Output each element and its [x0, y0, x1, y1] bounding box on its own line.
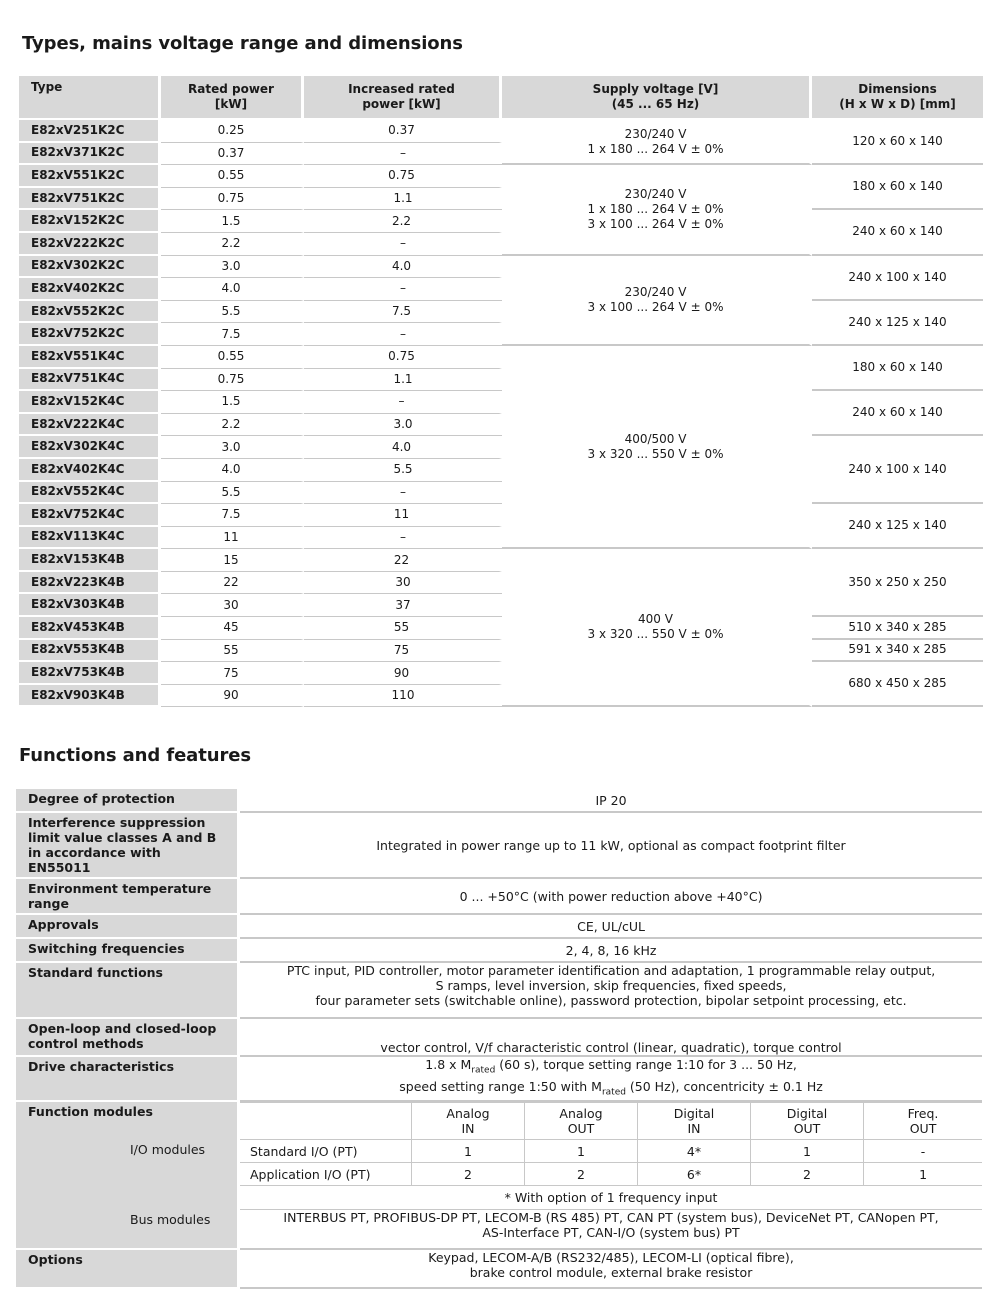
dimensions-cell: 120 x 60 x 140 — [812, 120, 983, 165]
drive-line2-sub: rated — [601, 1087, 626, 1097]
type-row — [19, 120, 983, 143]
features-table — [16, 789, 982, 1289]
io-row-standard — [16, 1140, 982, 1163]
control-methods-row — [16, 1019, 982, 1057]
io-col-digital-in: Digital IN — [637, 1102, 750, 1140]
drive-line1-pre: 1.8 x M — [425, 1057, 472, 1072]
environment-row — [16, 879, 982, 915]
header-increased-power: Increased rated power [kW] — [304, 76, 502, 120]
rated-power-cell: 90 — [161, 685, 304, 708]
types-table — [19, 76, 983, 707]
type-row — [19, 662, 983, 685]
type-cell: E82xV251K2C — [19, 120, 161, 143]
control-methods-value: vector control, V/f characteristic control (linear, quadratic), torque control — [240, 1019, 982, 1057]
switching-row — [16, 939, 982, 963]
type-cell: E82xV302K2C — [19, 256, 161, 279]
supply-voltage-cell: 400/500 V 3 x 320 ... 550 V ± 0% — [502, 346, 812, 549]
io-corner-cell — [240, 1102, 411, 1140]
dimensions-cell: 510 x 340 x 285 — [812, 617, 983, 640]
increased-power-cell: 90 — [304, 662, 502, 685]
features-section-title: Functions and features — [19, 745, 251, 766]
increased-power-cell: – — [304, 323, 502, 346]
rated-power-cell: 3.0 — [161, 436, 304, 459]
increased-power-cell: – — [304, 233, 502, 256]
increased-power-cell: 5.5 — [304, 459, 502, 482]
io-row-name: Standard I/O (PT) — [240, 1140, 411, 1163]
drive-line1-post: (60 s), torque setting range 1:10 for 3 ... 50 Hz, — [495, 1057, 797, 1072]
type-cell: E82xV752K2C — [19, 323, 161, 346]
type-cell: E82xV751K2C — [19, 188, 161, 211]
increased-power-cell: 7.5 — [304, 301, 502, 324]
rated-power-cell: 4.0 — [161, 459, 304, 482]
io-cell: 2 — [524, 1163, 637, 1186]
fm-spacer — [16, 1140, 128, 1163]
type-row — [19, 346, 983, 369]
drive-line1-sub: rated — [471, 1065, 496, 1076]
increased-power-cell: 1.1 — [304, 188, 502, 211]
switching-label: Switching frequencies — [16, 939, 240, 963]
increased-power-cell: 75 — [304, 640, 502, 663]
rated-power-cell: 0.75 — [161, 188, 304, 211]
approvals-label: Approvals — [16, 915, 240, 939]
type-cell: E82xV551K4C — [19, 346, 161, 369]
rated-power-cell: 3.0 — [161, 256, 304, 279]
header-dimensions: Dimensions (H x W x D) [mm] — [812, 76, 983, 120]
drive-line2-post: (50 Hz), concentricity ± 0.1 Hz — [625, 1078, 823, 1094]
io-footnote-row — [16, 1186, 982, 1210]
dimensions-cell: 180 x 60 x 140 — [812, 346, 983, 391]
options-row — [16, 1250, 982, 1289]
supply-voltage-cell: 230/240 V 1 x 180 ... 264 V ± 0% — [502, 120, 812, 165]
type-row — [19, 210, 983, 233]
increased-power-cell: 30 — [304, 572, 502, 595]
rated-power-cell: 7.5 — [161, 504, 304, 527]
protection-value: IP 20 — [240, 789, 982, 813]
rated-power-cell: 75 — [161, 662, 304, 685]
increased-power-cell: – — [304, 391, 502, 414]
bus-modules-row — [16, 1210, 982, 1250]
increased-power-cell: 4.0 — [304, 256, 502, 279]
io-col-analog-out: Analog OUT — [524, 1102, 637, 1140]
io-cell: 1 — [750, 1140, 863, 1163]
type-cell: E82xV371K2C — [19, 143, 161, 166]
rated-power-cell: 1.5 — [161, 391, 304, 414]
increased-power-cell: 2.2 — [304, 210, 502, 233]
type-cell: E82xV223K4B — [19, 572, 161, 595]
increased-power-cell: – — [304, 527, 502, 550]
increased-power-cell: 110 — [304, 685, 502, 708]
increased-power-cell: 55 — [304, 617, 502, 640]
types-section-title: Types, mains voltage range and dimensions — [22, 33, 463, 54]
drive-value — [240, 1057, 982, 1102]
drive-row — [16, 1057, 982, 1102]
rated-power-cell: 30 — [161, 594, 304, 617]
increased-power-cell: 22 — [304, 549, 502, 572]
protection-label: Degree of protection — [16, 789, 240, 813]
dimensions-cell: 240 x 60 x 140 — [812, 210, 983, 255]
fm-spacer — [16, 1210, 128, 1250]
type-row — [19, 165, 983, 188]
rated-power-cell: 5.5 — [161, 482, 304, 505]
interference-label: Interference suppression limit value classes A and B in accordance with EN55011 — [16, 813, 240, 879]
type-row — [19, 504, 983, 527]
rated-power-cell: 0.55 — [161, 165, 304, 188]
increased-power-cell: – — [304, 143, 502, 166]
options-value: Keypad, LECOM-A/B (RS232/485), LECOM-LI (optical fibre), brake control module, external brake resistor — [240, 1250, 982, 1289]
increased-power-cell: 37 — [304, 594, 502, 617]
supply-voltage-cell: 400 V 3 x 320 ... 550 V ± 0% — [502, 549, 812, 707]
header-rated-power: Rated power [kW] — [161, 76, 304, 120]
approvals-row — [16, 915, 982, 939]
header-type: Type — [19, 76, 161, 120]
io-row-name: Application I/O (PT) — [240, 1163, 411, 1186]
standard-functions-row — [16, 963, 982, 1019]
increased-power-cell: 0.75 — [304, 346, 502, 369]
dimensions-cell: 180 x 60 x 140 — [812, 165, 983, 210]
rated-power-cell: 15 — [161, 549, 304, 572]
type-row — [19, 256, 983, 279]
type-cell: E82xV752K4C — [19, 504, 161, 527]
type-cell: E82xV303K4B — [19, 594, 161, 617]
io-cell: 1 — [863, 1163, 982, 1186]
supply-voltage-cell: 230/240 V 3 x 100 ... 264 V ± 0% — [502, 256, 812, 346]
type-cell: E82xV552K4C — [19, 482, 161, 505]
io-cell: 2 — [750, 1163, 863, 1186]
increased-power-cell: 3.0 — [304, 414, 502, 437]
increased-power-cell: – — [304, 278, 502, 301]
dimensions-cell: 240 x 100 x 140 — [812, 256, 983, 301]
type-cell: E82xV153K4B — [19, 549, 161, 572]
drive-label: Drive characteristics — [16, 1057, 240, 1102]
dimensions-cell: 350 x 250 x 250 — [812, 549, 983, 617]
type-cell: E82xV402K2C — [19, 278, 161, 301]
type-cell: E82xV453K4B — [19, 617, 161, 640]
dimensions-cell: 591 x 340 x 285 — [812, 640, 983, 663]
type-cell: E82xV553K4B — [19, 640, 161, 663]
type-cell: E82xV152K4C — [19, 391, 161, 414]
rated-power-cell: 45 — [161, 617, 304, 640]
bus-modules-value: INTERBUS PT, PROFIBUS-DP PT, LECOM-B (RS 485) PT, CAN PT (system bus), DeviceNet PT, CANopen PT, AS-Interface PT, CAN-I/O (system bus) PT — [240, 1210, 982, 1250]
dimensions-cell: 240 x 60 x 140 — [812, 391, 983, 436]
rated-power-cell: 0.25 — [161, 120, 304, 143]
rated-power-cell: 22 — [161, 572, 304, 595]
io-col-analog-in: Analog IN — [411, 1102, 524, 1140]
function-modules-header-row — [16, 1102, 982, 1140]
rated-power-cell: 11 — [161, 527, 304, 550]
dimensions-cell: 240 x 125 x 140 — [812, 504, 983, 549]
fm-spacer — [128, 1163, 240, 1186]
rated-power-cell: 7.5 — [161, 323, 304, 346]
rated-power-cell: 1.5 — [161, 210, 304, 233]
fm-spacer — [16, 1186, 128, 1210]
type-row — [19, 391, 983, 414]
increased-power-cell: – — [304, 482, 502, 505]
dimensions-cell: 680 x 450 x 285 — [812, 662, 983, 707]
type-row — [19, 640, 983, 663]
rated-power-cell: 0.55 — [161, 346, 304, 369]
interference-row — [16, 813, 982, 879]
supply-voltage-cell: 230/240 V 1 x 180 ... 264 V ± 0% 3 x 100 ... 264 V ± 0% — [502, 165, 812, 255]
type-row — [19, 301, 983, 324]
io-cell: 1 — [524, 1140, 637, 1163]
rated-power-cell: 4.0 — [161, 278, 304, 301]
type-cell: E82xV751K4C — [19, 369, 161, 392]
io-cell: 2 — [411, 1163, 524, 1186]
type-cell: E82xV302K4C — [19, 436, 161, 459]
types-table-body — [19, 120, 983, 707]
rated-power-cell: 55 — [161, 640, 304, 663]
type-cell: E82xV222K2C — [19, 233, 161, 256]
io-cell: - — [863, 1140, 982, 1163]
type-row — [19, 436, 983, 459]
dimensions-cell: 240 x 125 x 140 — [812, 301, 983, 346]
rated-power-cell: 0.75 — [161, 369, 304, 392]
type-cell: E82xV903K4B — [19, 685, 161, 708]
type-cell: E82xV222K4C — [19, 414, 161, 437]
io-col-freq-out: Freq. OUT — [863, 1102, 982, 1140]
increased-power-cell: 4.0 — [304, 436, 502, 459]
io-cell: 4* — [637, 1140, 750, 1163]
rated-power-cell: 5.5 — [161, 301, 304, 324]
increased-power-cell: 11 — [304, 504, 502, 527]
bus-modules-label: Bus modules — [128, 1210, 240, 1250]
dimensions-cell: 240 x 100 x 140 — [812, 436, 983, 504]
io-footnote: * With option of 1 frequency input — [240, 1186, 982, 1210]
type-cell: E82xV402K4C — [19, 459, 161, 482]
standard-functions-value: PTC input, PID controller, motor parameter identification and adaptation, 1 programmable relay output, S ramps, level inversion, skip frequencies, fixed speeds, four parameter sets (switchable online), password protection, bipolar setpoint processing, etc. — [240, 963, 982, 1019]
environment-value: 0 ... +50°C (with power reduction above +40°C) — [240, 879, 982, 915]
type-row — [19, 617, 983, 640]
rated-power-cell: 2.2 — [161, 233, 304, 256]
increased-power-cell: 0.37 — [304, 120, 502, 143]
options-label: Options — [16, 1250, 240, 1289]
increased-power-cell: 0.75 — [304, 165, 502, 188]
type-row — [19, 549, 983, 572]
approvals-value: CE, UL/cUL — [240, 915, 982, 939]
switching-value: 2, 4, 8, 16 kHz — [240, 939, 982, 963]
type-cell: E82xV152K2C — [19, 210, 161, 233]
protection-row — [16, 789, 982, 813]
standard-functions-label: Standard functions — [16, 963, 240, 1019]
type-cell: E82xV113K4C — [19, 527, 161, 550]
fm-spacer — [16, 1163, 128, 1186]
type-cell: E82xV551K2C — [19, 165, 161, 188]
fm-spacer — [128, 1186, 240, 1210]
control-methods-label: Open-loop and closed-loop control methods — [16, 1019, 240, 1057]
rated-power-cell: 2.2 — [161, 414, 304, 437]
io-row-application — [16, 1163, 982, 1186]
function-modules-label: Function modules — [16, 1102, 240, 1140]
interference-value: Integrated in power range up to 11 kW, optional as compact footprint filter — [240, 813, 982, 879]
io-cell: 1 — [411, 1140, 524, 1163]
io-cell: 6* — [637, 1163, 750, 1186]
type-cell: E82xV753K4B — [19, 662, 161, 685]
type-cell: E82xV552K2C — [19, 301, 161, 324]
io-col-digital-out: Digital OUT — [750, 1102, 863, 1140]
io-modules-label: I/O modules — [128, 1140, 240, 1163]
environment-label: Environment temperature range — [16, 879, 240, 915]
drive-line2-pre: speed setting range 1:50 with M — [399, 1078, 602, 1094]
header-supply-voltage: Supply voltage [V] (45 ... 65 Hz) — [502, 76, 812, 120]
rated-power-cell: 0.37 — [161, 143, 304, 166]
increased-power-cell: 1.1 — [304, 369, 502, 392]
